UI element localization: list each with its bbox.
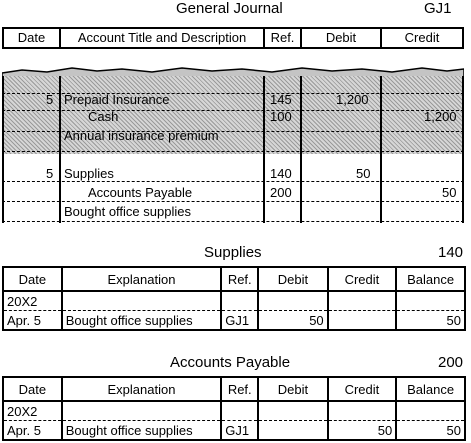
table-header-row — [3, 377, 465, 401]
journal-account: Accounts Payable — [88, 185, 193, 200]
journal-credit: 1,200 — [424, 109, 457, 124]
ledger-debit: 50 — [258, 311, 327, 331]
journal-date: 5 — [46, 92, 54, 107]
column-header-account: Account Title and Description — [61, 29, 265, 47]
ledger-credit: 50 — [328, 421, 397, 441]
payable-ledger-number: 200 — [438, 354, 464, 371]
journal-account: Prepaid Insurance — [64, 92, 170, 107]
column-header-explanation: Explanation — [62, 267, 222, 291]
journal-row — [2, 126, 464, 144]
column-header-balance: Balance — [396, 377, 465, 401]
column-header-date: Date — [3, 377, 62, 401]
journal-row — [2, 183, 464, 201]
ledger-explanation: Bought office supplies — [62, 421, 222, 441]
column-header-ref: Ref. — [221, 377, 258, 401]
ledger-balance — [396, 401, 465, 421]
ledger-explanation — [62, 401, 222, 421]
supplies-ledger-number: 140 — [438, 244, 464, 261]
column-header-credit: Credit — [328, 267, 397, 291]
ledger-ref: GJ1 — [221, 421, 258, 441]
journal-account: Supplies — [64, 166, 114, 181]
ledger-date: Apr. 5 — [3, 421, 62, 441]
column-header-credit: Credit — [404, 30, 440, 45]
ledger-explanation — [62, 291, 222, 311]
table-header-row — [3, 267, 465, 291]
column-header-debit: Debit — [302, 29, 382, 47]
ledger-ref — [221, 401, 258, 421]
journal-account: Annual insurance premium — [64, 128, 219, 143]
ledger-explanation: Bought office supplies — [62, 311, 222, 331]
column-header-explanation: Explanation — [62, 377, 222, 401]
journal-account: Bought office supplies — [64, 204, 191, 219]
journal-row — [2, 164, 464, 182]
table-row — [3, 291, 465, 311]
column-header-ref: Ref. — [221, 267, 258, 291]
journal-date: 5 — [46, 166, 54, 181]
ledger-debit — [258, 291, 327, 311]
journal-debit: 50 — [356, 166, 371, 181]
column-header-debit: Debit — [258, 377, 327, 401]
ledger-debit — [258, 401, 327, 421]
ledger-date: 20X2 — [3, 401, 62, 421]
supplies-ledger-title: Supplies — [204, 244, 262, 261]
table-row — [3, 421, 465, 441]
ledger-date: Apr. 5 — [3, 311, 62, 331]
column-header-credit: Credit — [328, 377, 397, 401]
payable-ledger-title: Accounts Payable — [170, 354, 291, 371]
journal-account: Cash — [88, 109, 119, 124]
journal-row — [2, 107, 464, 125]
journal-ref: 145 — [270, 92, 292, 107]
ledger-ref: GJ1 — [221, 311, 258, 331]
journal-ref: 200 — [270, 185, 292, 200]
ledger-ref — [221, 291, 258, 311]
journal-debit: 1,200 — [336, 92, 369, 107]
column-header-debit: Debit — [258, 267, 327, 291]
ledger-credit — [328, 311, 397, 331]
general-journal-header — [2, 27, 464, 49]
column-header-balance: Balance — [396, 267, 465, 291]
ledger-date: 20X2 — [3, 291, 62, 311]
journal-row — [2, 90, 464, 108]
table-row — [3, 401, 465, 421]
general-journal-id: GJ1 — [424, 0, 452, 17]
journal-ref: 100 — [270, 109, 292, 124]
general-journal-body — [2, 76, 464, 223]
ledger-balance: 50 — [396, 421, 465, 441]
ledger-balance: 50 — [396, 311, 465, 331]
general-journal-title: General Journal — [176, 0, 283, 17]
journal-row — [2, 202, 464, 220]
ledger-balance — [396, 291, 465, 311]
ledger-credit — [328, 291, 397, 311]
supplies-ledger-table — [2, 266, 466, 331]
ledger-credit — [328, 401, 397, 421]
payable-ledger-table — [2, 376, 466, 441]
table-row — [3, 311, 465, 331]
column-header-date: Date — [4, 29, 61, 47]
ledger-debit — [258, 421, 327, 441]
column-header-ref: Ref. — [265, 29, 302, 47]
journal-ref: 140 — [270, 166, 292, 181]
column-header-date: Date — [3, 267, 62, 291]
journal-credit: 50 — [442, 185, 457, 200]
